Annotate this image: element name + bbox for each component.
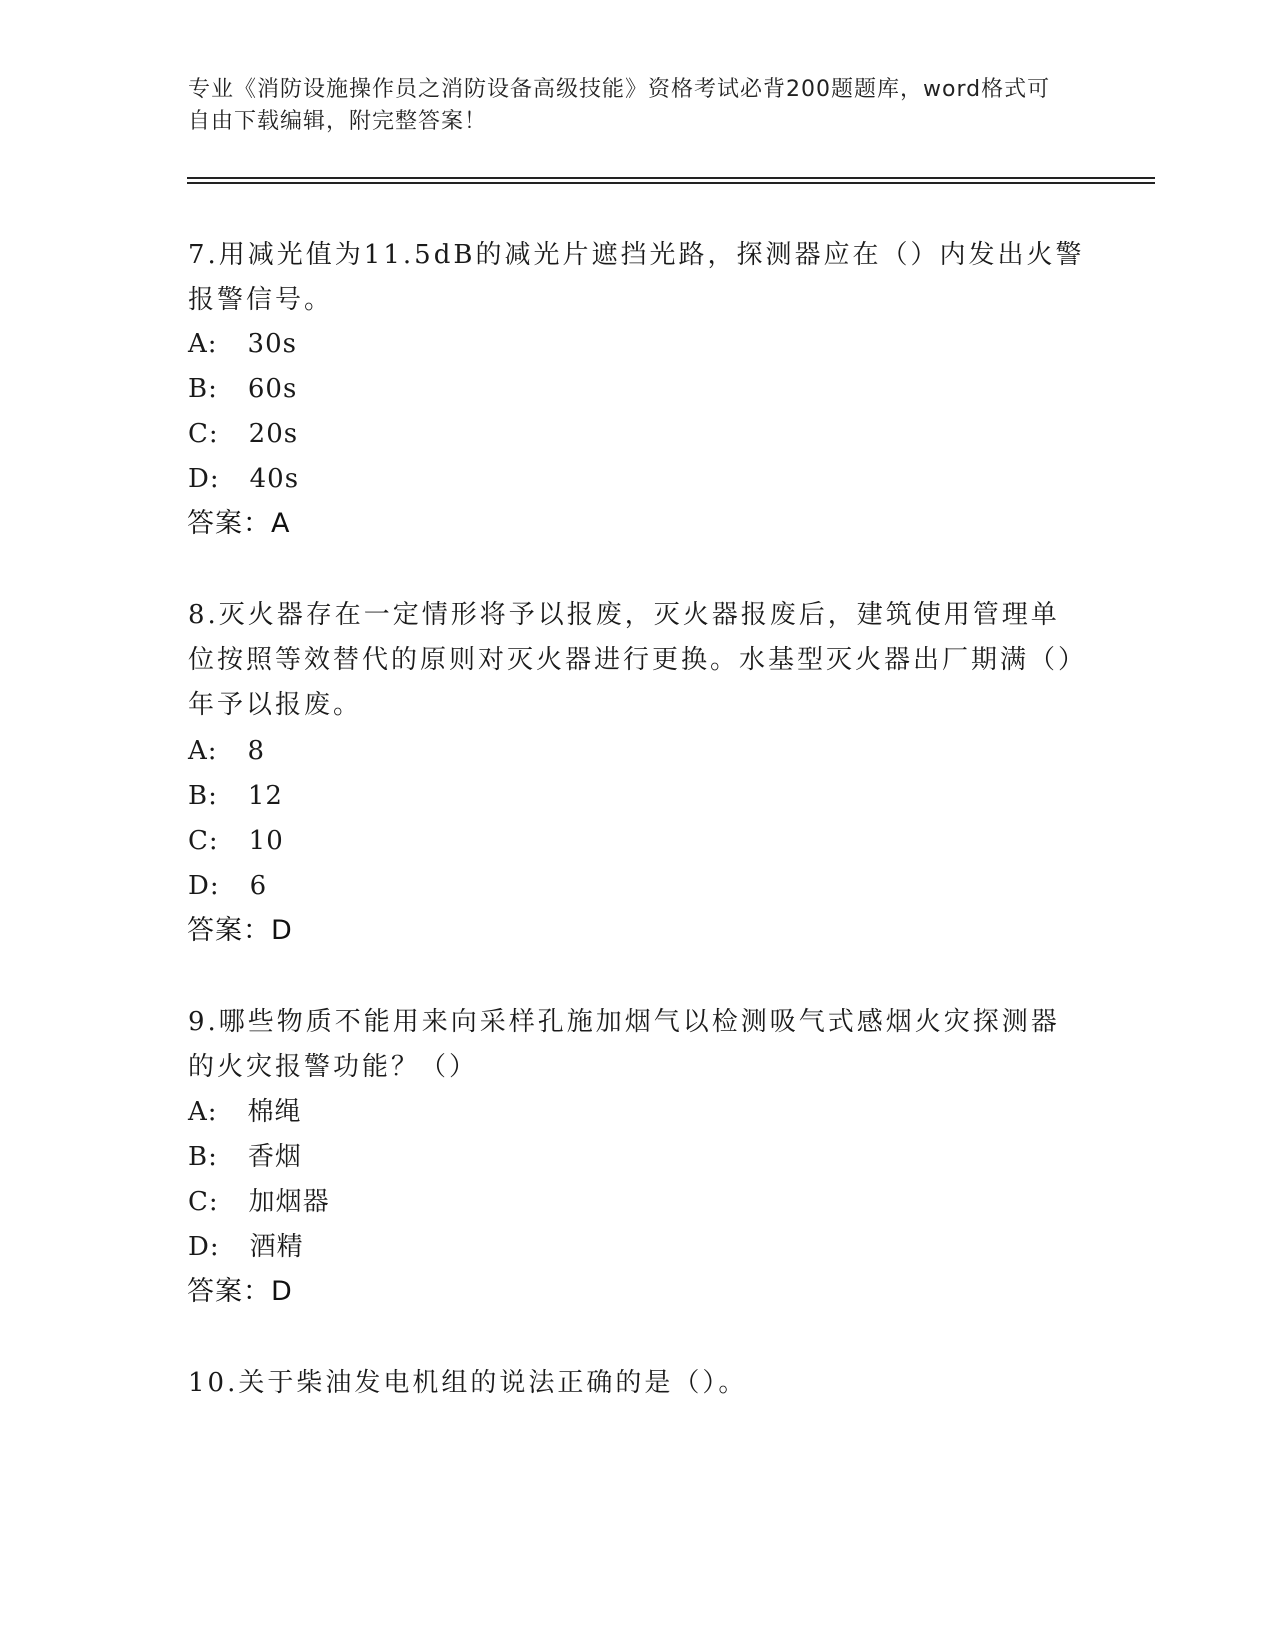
question-7-option-b — [188, 371, 297, 407]
document-header: 专业《消防设施操作员之消防设备高级技能》资格考试必背200题题库，word格式可自由下载编辑，附完整答案！ — [188, 77, 1051, 134]
option-letter: B: — [188, 374, 218, 404]
option-letter: C: — [188, 419, 219, 449]
question-9-option-d — [188, 1229, 304, 1265]
option-value: 8 — [247, 736, 266, 766]
question-9-answer: 答案：D — [187, 1276, 293, 1307]
question-8-option-a — [188, 733, 265, 769]
question-7-option-c — [188, 416, 298, 452]
option-letter: C: — [188, 826, 219, 856]
question-8-answer: 答案：D — [187, 915, 293, 946]
option-letter: B: — [188, 781, 218, 811]
question-9-option-c — [188, 1184, 330, 1220]
question-9-option-b — [188, 1139, 302, 1175]
header-rule-bottom — [187, 182, 1155, 184]
question-7-option-a — [188, 326, 297, 362]
option-letter: A: — [188, 1097, 218, 1127]
question-8-option-c — [188, 823, 284, 859]
question-7-option-d — [188, 461, 299, 497]
option-value: 酒精 — [249, 1232, 304, 1262]
option-value: 40s — [249, 464, 300, 494]
header-rule-top — [187, 177, 1155, 179]
question-7-answer: 答案：A — [187, 508, 291, 539]
option-value: 香烟 — [247, 1142, 302, 1172]
option-value: 6 — [249, 871, 268, 901]
option-letter: D: — [188, 464, 220, 494]
option-letter: D: — [188, 1232, 220, 1262]
option-letter: B: — [188, 1142, 218, 1172]
option-value: 60s — [247, 374, 298, 404]
question-10-text: 10.关于柴油发电机组的说法正确的是（）。 — [188, 1368, 748, 1398]
option-value: 10 — [248, 826, 284, 856]
question-8-option-b — [188, 778, 283, 814]
option-value: 20s — [248, 419, 299, 449]
question-9-text: 9.哪些物质不能用来向采样孔施加烟气以检测吸气式感烟火灾探测器的火灾报警功能？（） — [188, 1007, 1060, 1082]
option-value: 30s — [247, 329, 297, 359]
option-letter: C: — [188, 1187, 219, 1217]
question-9-option-a — [188, 1094, 302, 1130]
question-8-option-d — [188, 868, 267, 904]
option-letter: A: — [188, 329, 218, 359]
question-8-text: 8.灭火器存在一定情形将予以报废，灭火器报废后，建筑使用管理单位按照等效替代的原则对灭火器进行更换。水基型灭火器出厂期满（）年予以报废。 — [188, 600, 1088, 720]
option-letter: A: — [188, 736, 218, 766]
option-letter: D: — [188, 871, 220, 901]
question-7-text: 7.用减光值为11.5dB的减光片遮挡光路，探测器应在（）内发出火警报警信号。 — [188, 240, 1085, 315]
option-value: 12 — [247, 781, 283, 811]
option-value: 加烟器 — [248, 1187, 330, 1217]
option-value: 棉绳 — [247, 1097, 302, 1127]
